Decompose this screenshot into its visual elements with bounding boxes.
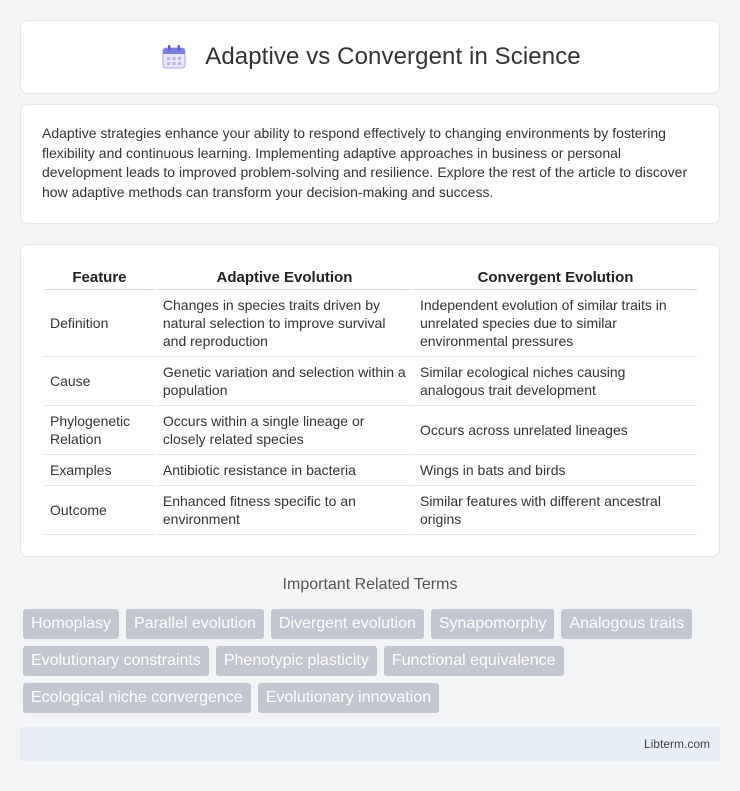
table-cell-feature: Examples [44, 455, 155, 486]
intro-card [20, 104, 720, 224]
table-cell-feature: Definition [44, 290, 155, 357]
table-cell-feature: Outcome [44, 486, 155, 535]
page-title: Adaptive vs Convergent in Science [205, 43, 581, 70]
table-header-adaptive: Adaptive Evolution [157, 263, 412, 290]
table-row [44, 290, 697, 357]
table-header-feature: Feature [44, 263, 155, 290]
related-term-tag[interactable]: Evolutionary constraints [23, 646, 209, 676]
table-cell-convergent: Occurs across unrelated lineages [414, 406, 697, 455]
comparison-table-card [20, 244, 720, 557]
table-row [44, 357, 697, 406]
related-terms-heading: Important Related Terms [282, 576, 458, 593]
title-wrap [159, 42, 581, 72]
table-cell-adaptive: Enhanced fitness specific to an environment [157, 486, 412, 535]
table-cell-adaptive: Antibiotic resistance in bacteria [157, 455, 412, 486]
footer [20, 727, 720, 761]
related-term-tag[interactable]: Evolutionary innovation [258, 683, 439, 713]
related-term-tag[interactable]: Phenotypic plasticity [216, 646, 377, 676]
intro-text: Adaptive strategies enhance your ability to respond effectively to changing environments by fostering flexibility and continuous learning. Implementing adaptive approaches in business or personal development leads to improved problem-solving and resilience. Explore the rest of the article to discover how adaptive methods can transform your decision-making and success. [42, 125, 688, 200]
related-term-tag[interactable]: Ecological niche convergence [23, 683, 251, 713]
table-cell-convergent: Independent evolution of similar traits in unrelated species due to similar environmental pressures [414, 290, 697, 357]
related-term-tag[interactable]: Homoplasy [23, 609, 119, 639]
table-row [44, 455, 697, 486]
table-header-convergent: Convergent Evolution [414, 263, 697, 290]
table-row [44, 486, 697, 535]
table-row [44, 406, 697, 455]
calendar-icon [159, 42, 189, 72]
related-term-tag[interactable]: Analogous traits [561, 609, 692, 639]
related-term-tag[interactable]: Divergent evolution [271, 609, 424, 639]
table-cell-convergent: Similar ecological niches causing analogous trait development [414, 357, 697, 406]
table-cell-feature: Cause [44, 357, 155, 406]
table-cell-convergent: Wings in bats and birds [414, 455, 697, 486]
related-terms-list [23, 609, 723, 713]
header-card [20, 20, 720, 94]
table-cell-adaptive: Changes in species traits driven by natural selection to improve survival and reproduction [157, 290, 412, 357]
related-term-tag[interactable]: Synapomorphy [431, 609, 555, 639]
table-cell-adaptive: Occurs within a single lineage or closely related species [157, 406, 412, 455]
related-term-tag[interactable]: Parallel evolution [126, 609, 264, 639]
related-term-tag[interactable]: Functional equivalence [384, 646, 564, 676]
table-cell-adaptive: Genetic variation and selection within a population [157, 357, 412, 406]
table-cell-convergent: Similar features with different ancestral origins [414, 486, 697, 535]
footer-site-link[interactable]: Libterm.com [643, 737, 710, 751]
table-header-row [44, 263, 697, 290]
comparison-table [42, 263, 699, 535]
table-cell-feature: Phylogenetic Relation [44, 406, 155, 455]
